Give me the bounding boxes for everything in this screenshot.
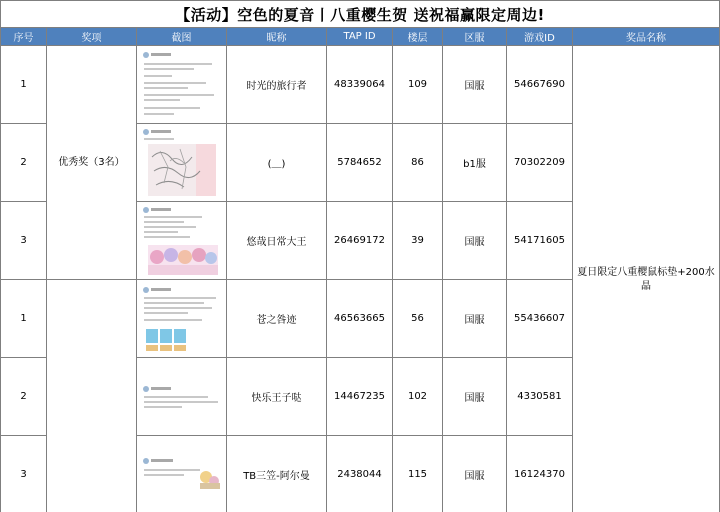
cell-nickname: 悠哉日常大王 xyxy=(227,202,327,280)
cell-no: 3 xyxy=(1,436,47,512)
cell-game-id: 54667690 xyxy=(507,46,573,124)
cell-no: 1 xyxy=(1,46,47,124)
cell-floor: 115 xyxy=(393,436,443,512)
cell-floor: 39 xyxy=(393,202,443,280)
cell-server: 国服 xyxy=(443,280,507,358)
cell-screenshot[interactable] xyxy=(137,124,227,202)
cell-game-id: 4330581 xyxy=(507,358,573,436)
cell-no: 2 xyxy=(1,124,47,202)
header-server: 区服 xyxy=(443,28,507,46)
cell-nickname: TB三笠-阿尔曼 xyxy=(227,436,327,512)
header-prize: 奖品名称 xyxy=(573,28,720,46)
cell-screenshot[interactable] xyxy=(137,46,227,124)
cell-tap-id: 2438044 xyxy=(327,436,393,512)
cell-screenshot[interactable] xyxy=(137,358,227,436)
header-floor: 楼层 xyxy=(393,28,443,46)
cell-prize: 夏日限定八重樱鼠标垫+200水晶 xyxy=(573,46,720,512)
cell-game-id: 70302209 xyxy=(507,124,573,202)
cell-server: 国服 xyxy=(443,358,507,436)
cell-server: 国服 xyxy=(443,46,507,124)
header-award: 奖项 xyxy=(47,28,137,46)
header-tap-id: TAP ID xyxy=(327,28,393,46)
cell-game-id: 54171605 xyxy=(507,202,573,280)
table-row xyxy=(1,46,720,124)
cell-screenshot[interactable] xyxy=(137,436,227,512)
comment-screenshot-image[interactable] xyxy=(140,127,224,199)
cell-game-id: 55436607 xyxy=(507,280,573,358)
cell-nickname: 苍之咎迹 xyxy=(227,280,327,358)
cell-floor: 102 xyxy=(393,358,443,436)
cell-screenshot[interactable] xyxy=(137,280,227,358)
cell-floor: 109 xyxy=(393,46,443,124)
cell-screenshot[interactable] xyxy=(137,202,227,280)
cell-award-empty xyxy=(47,280,137,512)
cell-tap-id: 46563665 xyxy=(327,280,393,358)
comment-screenshot-image[interactable] xyxy=(140,283,224,355)
comment-screenshot-image[interactable] xyxy=(140,439,224,511)
header-game-id: 游戏ID xyxy=(507,28,573,46)
header-no: 序号 xyxy=(1,28,47,46)
cell-floor: 56 xyxy=(393,280,443,358)
cell-tap-id: 26469172 xyxy=(327,202,393,280)
cell-nickname: 快乐王子哒 xyxy=(227,358,327,436)
cell-server: b1服 xyxy=(443,124,507,202)
cell-game-id: 16124370 xyxy=(507,436,573,512)
header-row xyxy=(1,28,720,46)
cell-nickname: 时光的旅行者 xyxy=(227,46,327,124)
comment-screenshot-image[interactable] xyxy=(140,361,224,433)
cell-server: 国服 xyxy=(443,436,507,512)
sheet-title: 【活动】空色的夏音丨八重樱生贺 送祝福赢限定周边! xyxy=(1,1,720,28)
cell-no: 3 xyxy=(1,202,47,280)
cell-no: 2 xyxy=(1,358,47,436)
header-nickname: 昵称 xyxy=(227,28,327,46)
cell-floor: 86 xyxy=(393,124,443,202)
cell-server: 国服 xyxy=(443,202,507,280)
header-screenshot: 截图 xyxy=(137,28,227,46)
cell-no: 1 xyxy=(1,280,47,358)
comment-screenshot-image[interactable] xyxy=(140,49,224,121)
cell-nickname: (＿) xyxy=(227,124,327,202)
cell-award: 优秀奖（3名） xyxy=(47,46,137,280)
comment-screenshot-image[interactable] xyxy=(140,205,224,277)
cell-tap-id: 14467235 xyxy=(327,358,393,436)
cell-tap-id: 48339064 xyxy=(327,46,393,124)
cell-tap-id: 5784652 xyxy=(327,124,393,202)
